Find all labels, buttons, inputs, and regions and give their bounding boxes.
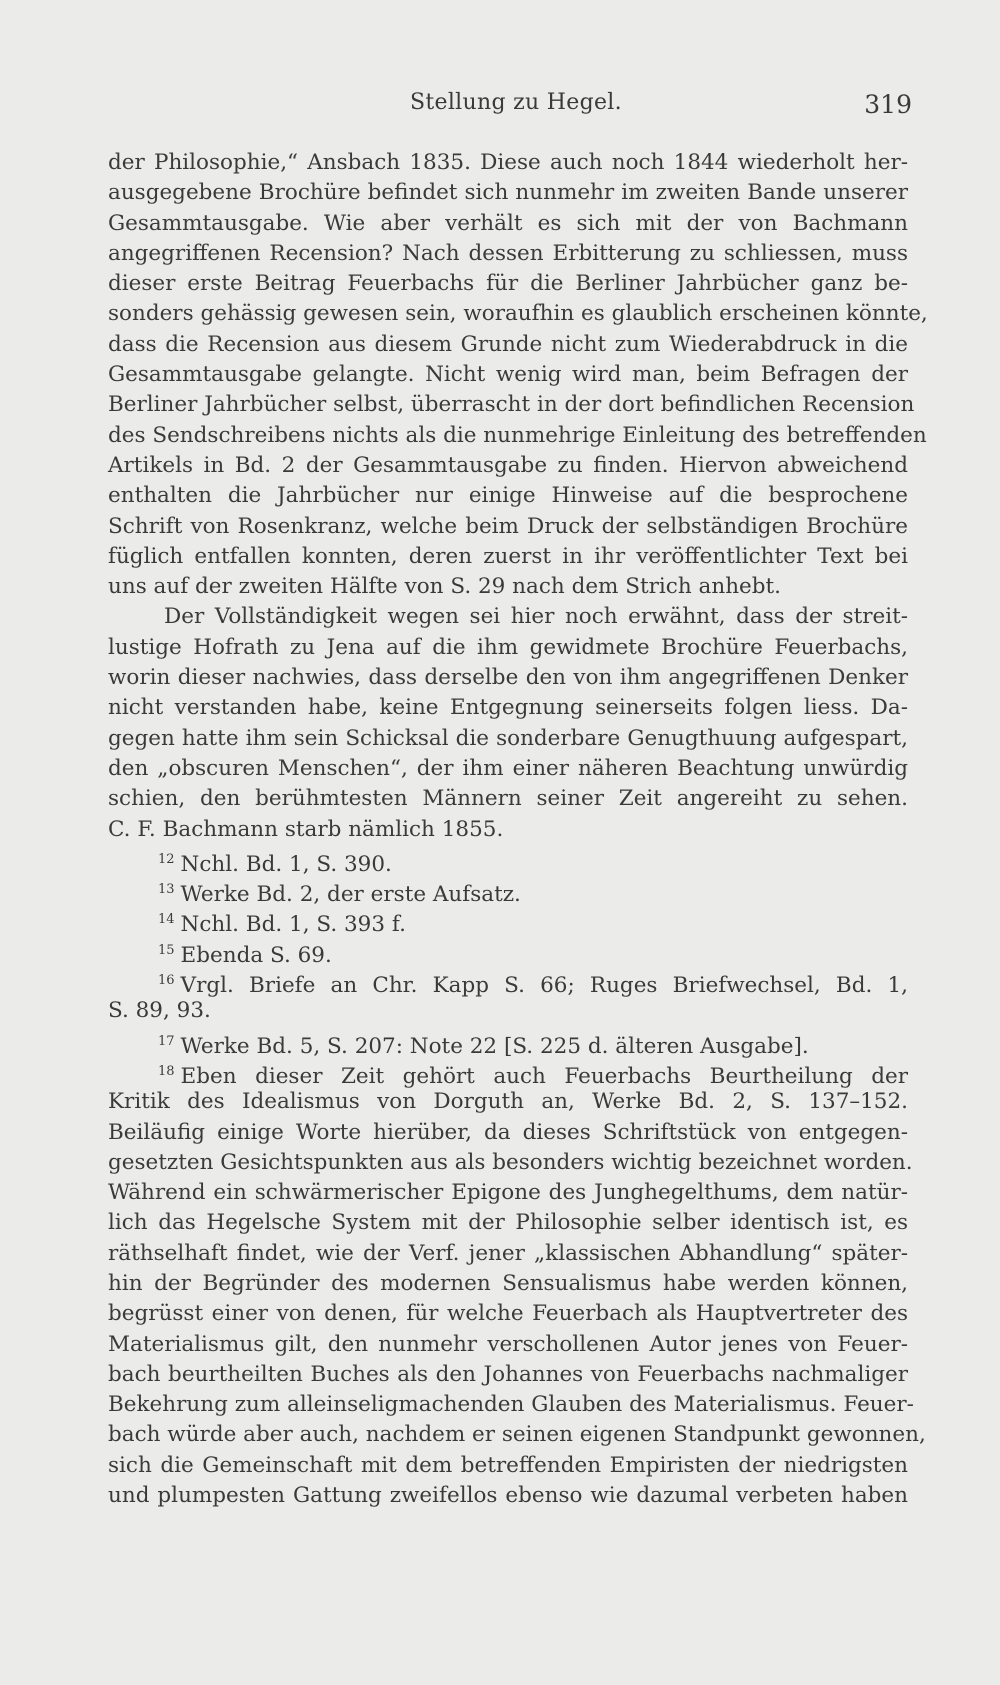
- footnote-14: [108, 905, 908, 938]
- text-line: Schrift von Rosenkranz, welche beim Druck der selbständigen Brochüre: [108, 513, 908, 539]
- text-line: sonders gehässig gewesen sein, woraufhin es glaublich erscheinen könnte,: [108, 301, 928, 327]
- paragraph-1: [108, 148, 928, 602]
- footnotes: [108, 845, 926, 1512]
- text-line: Während ein schwärmerischer Epigone des Junghegelthums, dem natür-: [108, 1180, 908, 1206]
- text-line: ausgegebene Brochüre befindet sich nunmehr im zweiten Bande unserer: [108, 180, 908, 206]
- text-line: begrüsst einer von denen, für welche Feuerbach als Hauptvertreter des: [108, 1301, 908, 1327]
- text-line: Kritik des Idealismus von Dorguth an, Werke Bd. 2, S. 137–152.: [108, 1089, 908, 1115]
- footnote-16: [108, 966, 908, 999]
- text-line: enthalten die Jahrbücher nur einige Hinweise auf die besprochene: [108, 483, 908, 509]
- text-line: lustige Hofrath zu Jena auf die ihm gewidmete Brochüre Feuerbachs,: [108, 634, 908, 660]
- page-number: 319: [864, 90, 912, 119]
- text-line: Artikels in Bd. 2 der Gesammtausgabe zu finden. Hiervon abweichend: [108, 452, 908, 478]
- footnote-mark: 13: [158, 882, 175, 898]
- footnote-text: Werke Bd. 2, der erste Aufsatz.: [180, 882, 521, 908]
- text-line: Gesammtausgabe gelangte. Nicht wenig wird man, beim Befragen der: [108, 362, 908, 388]
- text-line: schien, den berühmtesten Männern seiner Zeit angereiht zu sehen.: [108, 786, 908, 812]
- text-line: Berliner Jahrbücher selbst, überrascht in der dort befindlichen Recension: [108, 392, 915, 418]
- text-line: bach beurtheilten Buches als den Johannes von Feuerbachs nachmaliger: [108, 1361, 908, 1387]
- text-line: C. F. Bachmann starb nämlich 1855.: [108, 816, 504, 842]
- text-line: gegen hatte ihm sein Schicksal die sonderbare Genugthuung aufgespart,: [108, 725, 908, 751]
- text-line: und plumpesten Gattung zweifellos ebenso wie dazumal verbeten haben: [108, 1483, 908, 1509]
- text-line: Der Vollständigkeit wegen sei hier noch erwähnt, dass der streit-: [164, 604, 908, 630]
- text-line: den „obscuren Menschen“, der ihm einer näheren Beachtung unwürdig: [108, 755, 908, 781]
- text-line: dass die Recension aus diesem Grunde nicht zum Wiederabdruck in die: [108, 331, 908, 357]
- footnote-18-first-line: [108, 1057, 908, 1087]
- text-line: räthselhaft findet, wie der Verf. jener „klassischen Abhandlung“ später-: [108, 1240, 908, 1266]
- footnote-13: [108, 875, 908, 908]
- footnote-mark: 14: [158, 912, 175, 928]
- footnote-15: [108, 936, 908, 966]
- footnote-mark: 17: [158, 1033, 175, 1049]
- footnote-mark: 16: [158, 973, 175, 989]
- text-line: sich die Gemeinschaft mit dem betreffenden Empiristen der niedrigsten: [108, 1452, 908, 1478]
- text-line: nicht verstanden habe, keine Entgegnung seinerseits folgen liess. Da-: [108, 695, 908, 721]
- footnote-18: [108, 1057, 926, 1511]
- text-line: worin dieser nachwies, dass derselbe den von ihm angegriffenen Denker: [108, 665, 908, 691]
- footnote-text: Vrgl. Briefe an Chr. Kapp S. 66; Ruges Briefwechsel, Bd. 1,: [180, 973, 908, 999]
- footnote-text: Eben dieser Zeit gehört auch Feuerbachs Beurtheilung der: [180, 1063, 908, 1089]
- footnote-text: Werke Bd. 5, S. 207: Note 22 [S. 225 d. älteren Ausgabe].: [180, 1033, 809, 1059]
- footnote-text: Nchl. Bd. 1, S. 390.: [180, 851, 392, 877]
- footnote-17: [108, 1027, 908, 1057]
- text-line: Gesammtausgabe. Wie aber verhält es sich mit der von Bachmann: [108, 210, 908, 236]
- text-line: angegriffenen Recension? Nach dessen Erbitterung zu schliessen, muss: [108, 240, 908, 266]
- text-line: gesetzten Gesichtspunkten aus als besonders wichtig bezeichnet worden.: [108, 1149, 913, 1175]
- footnote-12: [108, 845, 908, 875]
- text-line: lich das Hegelsche System mit der Philosophie selber identisch ist, es: [108, 1210, 908, 1236]
- running-head: Stellung zu Hegel.: [410, 90, 622, 115]
- footnote-16-continuation: S. 89, 93.: [108, 998, 211, 1024]
- text-line: Bekehrung zum alleinseligmachenden Glauben des Materialismus. Feuer-: [108, 1392, 914, 1418]
- text-line: uns auf der zweiten Hälfte von S. 29 nach dem Strich anhebt.: [108, 574, 781, 600]
- page-header: [0, 86, 1000, 122]
- text-block: [108, 148, 928, 1511]
- paragraph-2: [108, 602, 908, 844]
- footnote-mark: 12: [158, 851, 175, 867]
- footnote-text: Nchl. Bd. 1, S. 393 f.: [180, 912, 406, 938]
- text-line: füglich entfallen konnten, deren zuerst in ihr veröffentlichter Text bei: [108, 543, 908, 569]
- text-line: Beiläufig einige Worte hierüber, da dieses Schriftstück von entgegen-: [108, 1119, 908, 1145]
- footnote-mark: 18: [158, 1063, 175, 1079]
- text-line: der Philosophie,“ Ansbach 1835. Diese auch noch 1844 wiederholt her-: [108, 150, 908, 175]
- footnote-text: Ebenda S. 69.: [180, 942, 332, 968]
- text-line: bach würde aber auch, nachdem er seinen eigenen Standpunkt gewonnen,: [108, 1422, 926, 1448]
- text-line: Materialismus gilt, den nunmehr verschollenen Autor jenes von Feuer-: [108, 1331, 908, 1357]
- text-line: des Sendschreibens nichts als die nunmehrige Einleitung des betreffenden: [108, 422, 927, 448]
- footnote-mark: 15: [158, 942, 175, 958]
- text-line: hin der Begründer des modernen Sensualismus habe werden können,: [108, 1270, 908, 1296]
- text-line: dieser erste Beitrag Feuerbachs für die Berliner Jahrbücher ganz be-: [108, 271, 908, 297]
